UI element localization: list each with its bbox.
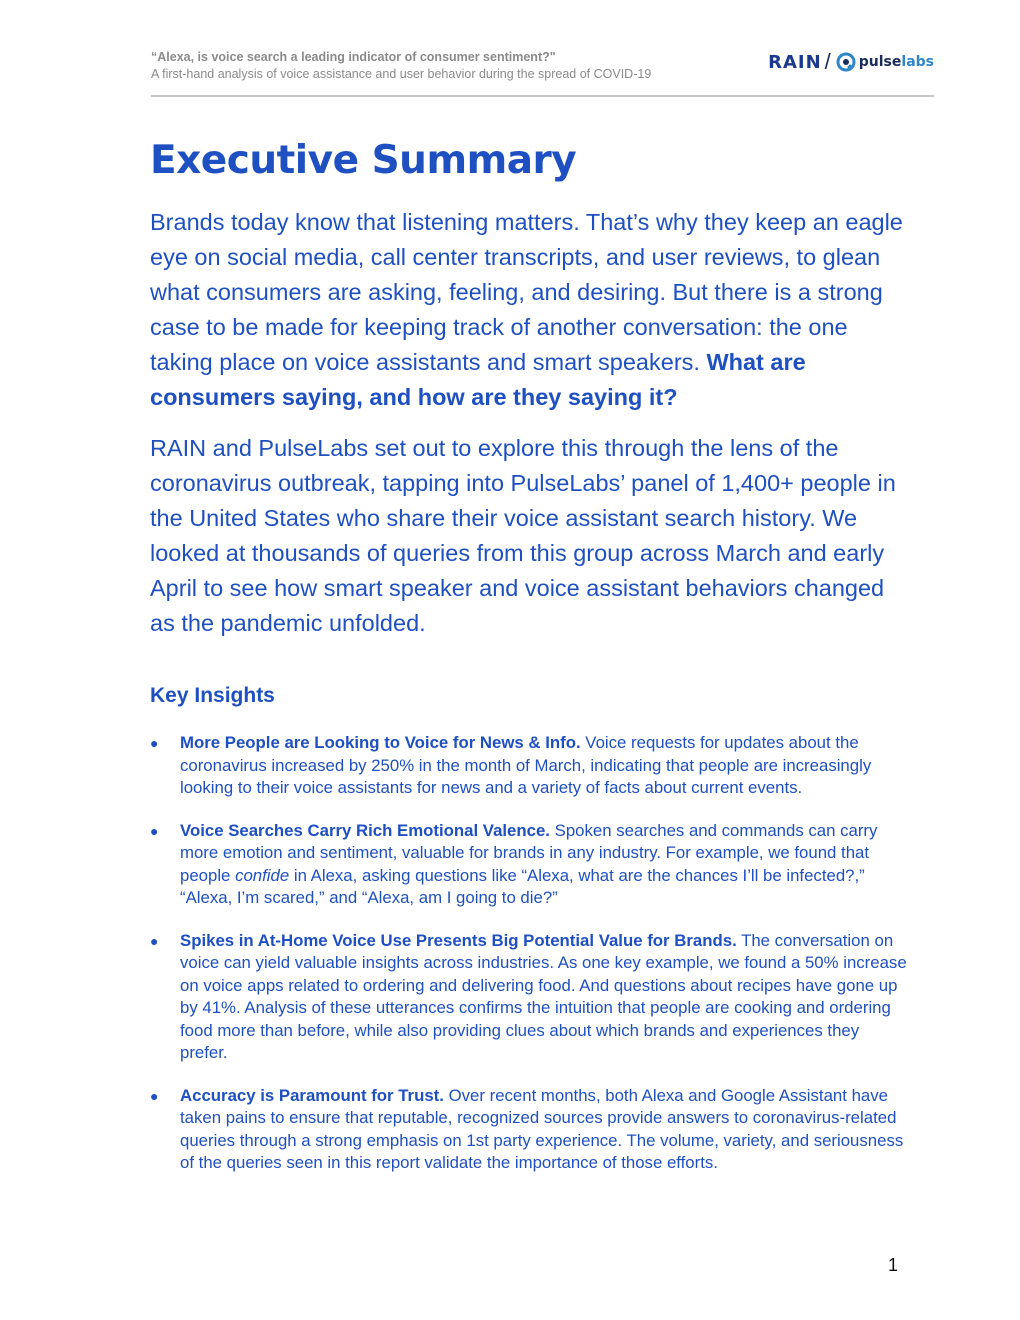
insight-lead: More People are Looking to Voice for News & Info. [180, 733, 581, 752]
key-insights-heading: Key Insights [150, 684, 275, 707]
insight-lead: Accuracy is Paramount for Trust. [180, 1085, 444, 1105]
pulselabs-icon [836, 52, 856, 72]
rain-logo: RAIN [768, 51, 822, 73]
pulselabs-logo-pulse: pulse [858, 54, 902, 70]
bullet-icon: ● [150, 735, 159, 751]
insight-body: Over recent months, both Alexa and Google Assistant have taken pains to ensure that reputable, recognized sources provide answers to coronavirus-related queries through a strong emphasis on 1st party experience. The volume, variety, and seriousness of the queries seen in this report validate the importance of those efforts. [180, 1085, 904, 1172]
bullet-icon: ● [150, 1087, 159, 1104]
rain-pulselabs-logo [768, 50, 934, 74]
key-insights-list [150, 732, 910, 1195]
insight-body: The conversation on voice can yield valuable insights across industries. As one key example, we found a 50% increase on voice apps related to ordering and delivering food. And questions about recipes have gone up by 41%. Analysis of these utterances confirms the intuition that people are cooking and ordering food more than before, while also providing clues about which brands and experiences they prefer. [180, 930, 907, 1062]
list-item [150, 732, 910, 800]
page-number: 1 [887, 1255, 898, 1275]
report-title: “Alexa, is voice search a leading indicator of consumer sentiment?" [151, 50, 556, 64]
insight-body: Spoken searches and commands can carry more emotion and sentiment, valuable for brands in any industry. For example, we found that people [180, 820, 878, 885]
insight-body-end: in Alexa, asking questions like “Alexa, what are the chances I’ll be infected?,” “Alexa, I’m scared,” and “Alexa, am I going to die?” [180, 865, 865, 907]
pulselabs-logo-labs: labs [901, 54, 934, 70]
list-item [150, 820, 910, 910]
list-item [150, 1085, 910, 1175]
list-item [150, 930, 910, 1065]
insight-body: Voice requests for updates about the coronavirus increased by 250% in the month of March, indicating that people are increasingly looking to their voice assistants for news and a variety of facts about current events. [180, 733, 872, 797]
insight-lead: Voice Searches Carry Rich Emotional Valence. [180, 820, 550, 840]
insight-emphasis: confide [235, 865, 290, 885]
logo-divider: / [824, 49, 831, 74]
page-title: Executive Summary [150, 138, 577, 183]
intro-1-text: Brands today know that listening matters. That’s why they keep an eagle eye on social media, call center transcripts, and user reviews, to glean what consumers are asking, feeling, and desiring. But there is a strong case to be made for keeping track of another conversation: the one taking place on voice assistants and smart speakers. [150, 209, 903, 375]
intro-paragraph-2: RAIN and PulseLabs set out to explore this through the lens of the coronavirus outbreak, tapping into PulseLabs’ panel of 1,400+ people in the United States who share their voice assistant search history. We looked at thousands of queries from this group across March and early April to see how smart speaker and voice assistant behaviors changed as the pandemic unfolded. [150, 435, 896, 636]
report-subtitle: A first-hand analysis of voice assistance and user behavior during the spread of COVID-19 [151, 67, 652, 81]
bullet-icon: ● [150, 932, 159, 949]
insight-lead: Spikes in At-Home Voice Use Presents Big Potential Value for Brands. [180, 930, 737, 950]
intro-1-question: What are consumers saying, and how are they saying it? [150, 349, 806, 410]
intro-paragraph-1 [150, 205, 910, 415]
bullet-icon: ● [150, 822, 159, 839]
page-header [151, 48, 934, 97]
